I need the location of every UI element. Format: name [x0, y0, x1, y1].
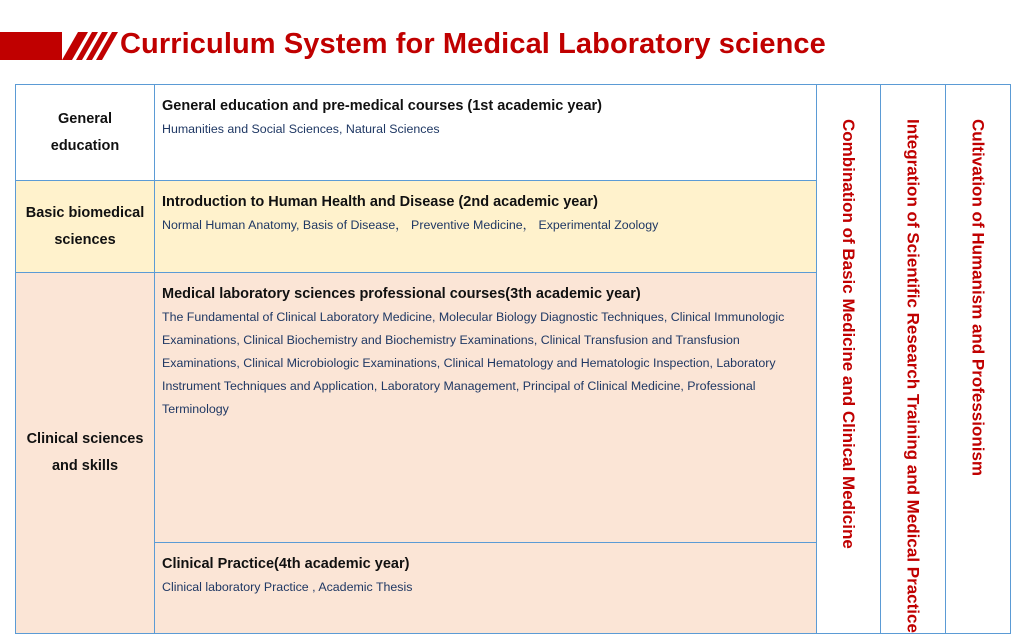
course-list: Clinical laboratory Practice , Academic Thesis	[162, 579, 413, 594]
header	[0, 22, 1024, 74]
content-cell	[155, 181, 817, 273]
course-list: The Fundamental of Clinical Laboratory Medicine, Molecular Biology Diagnostic Techniques, Clinical Immunologic Examinations, Clinical Biochemistry and Biochemistry Examinations, Clinical Transfusion and Transfusion Examinations, Clinical Microbiologic Examinations, Clinical Hematology and Hematologic Inspection, Laboratory Instrument Techniques and Application, Laboratory Management, Principal of Clinical Medicine, Professional Terminology	[162, 310, 785, 416]
course-heading: Clinical Practice(4th academic year)	[162, 555, 410, 572]
curriculum-table	[15, 84, 1011, 634]
vertical-column	[881, 85, 946, 634]
course-list: Humanities and Social Sciences, Natural Sciences	[162, 122, 440, 136]
vertical-label: Combination of Basic Medicine and Clinical Medicine	[839, 119, 858, 549]
category-label: General education	[50, 110, 120, 154]
course-heading: Medical laboratory sciences professional courses(3th academic year)	[162, 286, 641, 302]
red-accent-bar	[0, 32, 70, 60]
vertical-label: Cultivation of Humanism and Professionism	[968, 119, 988, 477]
course-heading: General education and pre-medical courses (1st academic year)	[162, 98, 603, 114]
vertical-column	[946, 85, 1011, 634]
category-cell	[16, 273, 155, 634]
vertical-column	[817, 85, 881, 634]
page-title: Curriculum System for Medical Laboratory science	[120, 28, 826, 60]
table-row-general	[16, 85, 1011, 181]
category-label: Clinical sciences and skills	[26, 430, 144, 474]
course-heading: Introduction to Human Health and Disease (2nd academic year)	[162, 194, 598, 210]
content-cell	[155, 542, 817, 633]
content-cell	[155, 273, 817, 543]
category-label: Basic biomedical sciences	[25, 204, 145, 248]
content-cell	[155, 85, 817, 181]
slash-decoration-icon	[62, 32, 118, 60]
vertical-label: Integration of Scientific Research Training and Medical Practice	[903, 119, 923, 633]
category-cell	[16, 85, 155, 181]
category-cell	[16, 181, 155, 273]
course-list: Normal Human Anatomy, Basis of Disease， Preventive Medicine， Experimental Zoology	[162, 218, 659, 232]
